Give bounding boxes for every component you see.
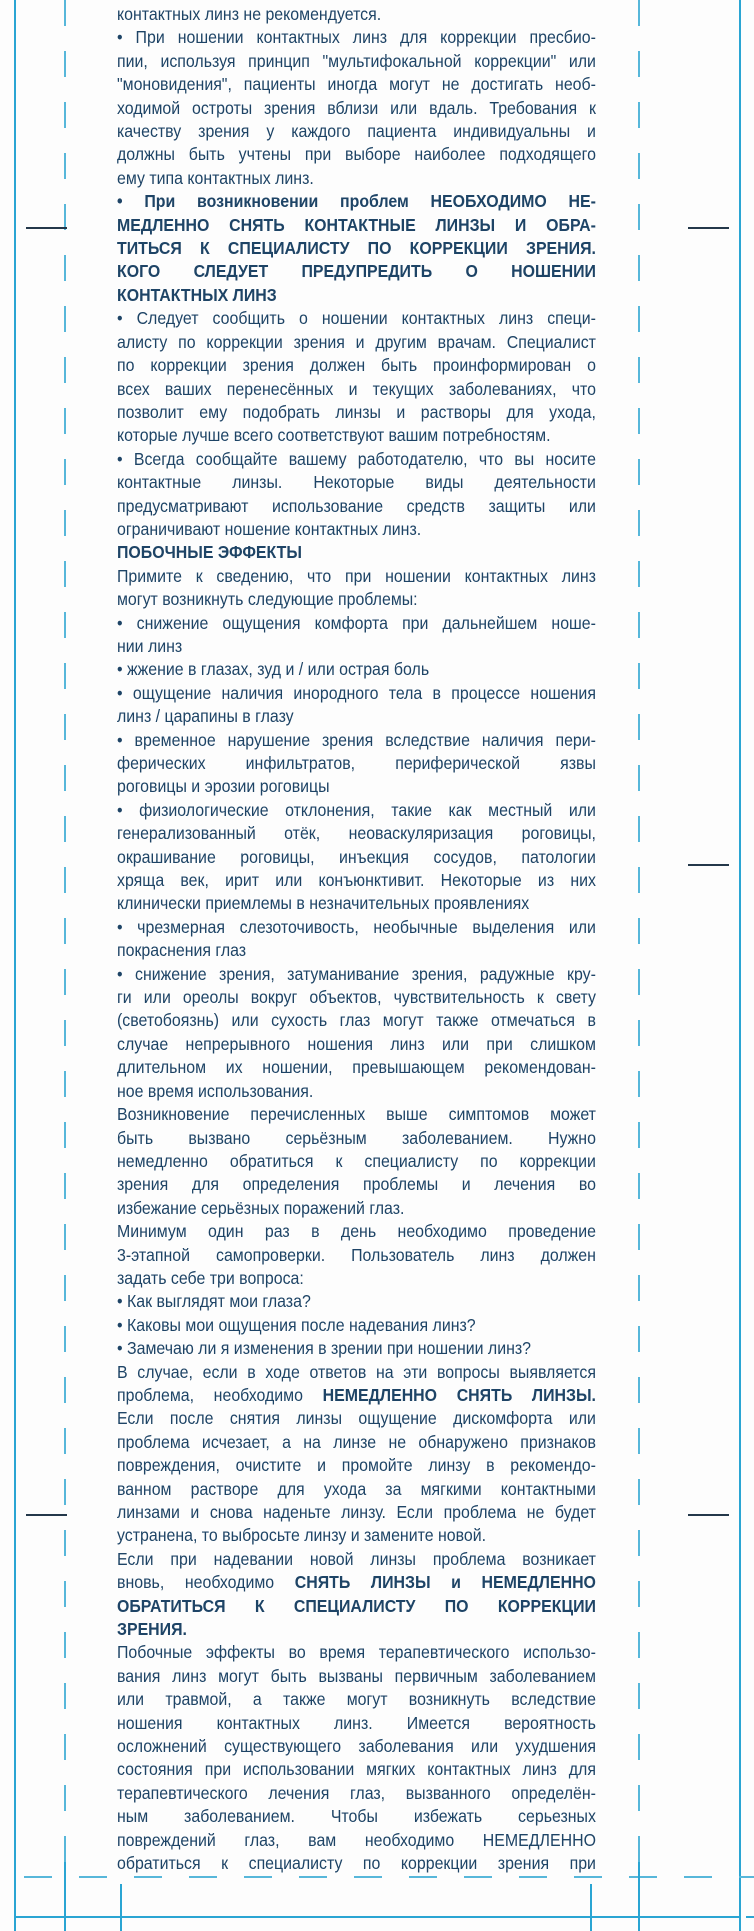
text-line: ным заболеванием. Чтобы избежать серьезных [117, 1806, 596, 1827]
registration-mark-right-middle [688, 864, 729, 866]
text-line: по коррекции зрения должен быть проинформирован о [117, 355, 596, 376]
text-line: повреждения, очистите и промойте линзу в рекомендо- [117, 1455, 596, 1476]
text-line: вания линз могут быть вызваны первичным заболеванием [117, 1665, 596, 1686]
text-line: повреждений глаз, вам необходимо НЕМЕДЛЕННО [117, 1829, 596, 1850]
registration-mark-right-bottom [688, 1514, 729, 1516]
leaflet-text-column [117, 3, 596, 1876]
text-line: ферических инфильтратов, периферической язвы [117, 753, 596, 773]
text-line: Возникновение перечисленных выше симптомов может [117, 1104, 596, 1125]
text-line: • Следует сообщить о ношении контактных линз специ- [117, 308, 596, 329]
flap-line-right-outer [638, 1862, 640, 1931]
text-line: устранена, то выбросьте линзу и замените новой. [117, 1525, 487, 1546]
text-line: • снижение зрения, затуманивание зрения, радужные кру- [117, 963, 596, 984]
text-line: • При ношении контактных линз для коррекции пресбио- [117, 27, 596, 48]
text-line: нии линз [117, 635, 183, 656]
text-line: • Замечаю ли я изменения в зрении при ношении линз? [117, 1338, 532, 1359]
text-line: хряща век, ирит или конъюнктивит. Некоторые из них [117, 870, 596, 891]
registration-mark-left-bottom [26, 1514, 67, 1516]
text-line: Если при надевании новой линзы проблема возникает [117, 1548, 596, 1569]
text-line: всех ваших перенесённых и текущих заболеваниях, что [117, 378, 596, 399]
text-line: Если после снятия линзы ощущение дискомфорта или [117, 1408, 596, 1429]
text-line: линзами и снова наденьте линзу. Если проблема не будет [117, 1502, 596, 1522]
text-line: 3-этапной самопроверки. Пользователь линз должен [117, 1244, 596, 1265]
text-line: проблема, необходимо НЕМЕДЛЕННО СНЯТЬ ЛИНЗЫ. [117, 1384, 596, 1405]
text-line: генерализованный отёк, неоваскуляризация роговицы, [117, 823, 596, 844]
text-line: ОБРАТИТЬСЯ К СПЕЦИАЛИСТУ ПО КОРРЕКЦИИ [117, 1595, 596, 1616]
text-line: случае непрерывного ношения линз или при слишком [117, 1033, 596, 1054]
text-line: или травмой, а также могут возникнуть вследствие [117, 1689, 596, 1710]
text-line: контактные линзы. Некоторые виды деятельности [117, 472, 596, 493]
text-line: МЕДЛЕННО СНЯТЬ КОНТАКТНЫЕ ЛИНЗЫ И ОБРА- [117, 214, 596, 235]
text-line: позволит ему подобрать линзы и растворы для ухода, [117, 401, 596, 422]
bleed-line-left [14, 0, 16, 1931]
flap-line-left-inner [120, 1884, 122, 1931]
text-line: состояния при использовании мягких контактных линз для [117, 1759, 596, 1780]
text-line: контактных линз не рекомендуется. [117, 4, 382, 24]
text-line: алисту по коррекции зрения и другим врачам. Специалист [117, 331, 596, 352]
text-line: предусматривают использование средств защиты или [117, 495, 596, 516]
text-line: Минимум один раз в день необходимо проведение [117, 1221, 596, 1242]
text-line: Побочные эффекты во время терапевтического использо- [117, 1642, 596, 1663]
text-line: качеству зрения у каждого пациента индивидуальны и [117, 121, 596, 142]
text-line: ное время использования. [117, 1080, 314, 1101]
text-line: ТИТЬСЯ К СПЕЦИАЛИСТУ ПО КОРРЕКЦИИ ЗРЕНИЯ. [117, 238, 596, 259]
text-line: окрашивание роговицы, инъекция сосудов, патологии [117, 846, 596, 867]
text-line: вновь, необходимо СНЯТЬ ЛИНЗЫ и НЕМЕДЛЕННО [117, 1572, 596, 1593]
text-line: избежание серьёзных поражений глаз. [117, 1197, 405, 1218]
text-line: ПОБОЧНЫЕ ЭФФЕКТЫ [117, 542, 302, 563]
text-line: пии, используя принцип "мультифокальной коррекции" или [117, 50, 596, 71]
text-line: ношения контактных линз. Имеется вероятность [117, 1712, 596, 1733]
text-line: ЗРЕНИЯ. [117, 1619, 187, 1640]
text-line: клинически приемлемы в незначительных проявлениях [117, 893, 530, 914]
text-line: ванном растворе для ухода за мягкими контактными [117, 1478, 596, 1499]
text-line: задать себе три вопроса: [117, 1267, 304, 1288]
fold-dashed-bottom [24, 1876, 754, 1878]
text-line: КОГО СЛЕДУЕТ ПРЕДУПРЕДИТЬ О НОШЕНИИ [117, 261, 596, 282]
registration-mark-left-top [26, 227, 67, 229]
fold-guide-right [638, 0, 640, 1877]
text-line: • ощущение наличия инородного тела в процессе ношения [117, 682, 596, 703]
text-line: могут возникнуть следующие проблемы: [117, 589, 418, 610]
bleed-line-right [739, 0, 741, 1931]
cut-line-bottom [14, 1916, 741, 1918]
text-line: немедленно обратиться к специалисту по коррекции [117, 1150, 596, 1171]
text-line: • чрезмерная слезоточивость, необычные выделения или [117, 916, 596, 937]
text-line: покраснения глаз [117, 940, 247, 961]
text-line: • При возникновении проблем НЕОБХОДИМО НЕ- [117, 191, 596, 212]
registration-mark-right-top [688, 227, 729, 229]
text-line: • временное нарушение зрения вследствие наличия пери- [117, 729, 596, 750]
text-line: обратиться к специалисту по коррекции зрения при [117, 1853, 596, 1874]
text-line: • Каковы мои ощущения после надевания линз? [117, 1314, 476, 1335]
text-line: должны быть учтены при выборе наиболее подходящего [117, 144, 596, 165]
text-line: "моновидения", пациенты иногда могут не достигать необ- [117, 74, 596, 95]
text-line: ги или ореолы вокруг объектов, чувствительность к свету [117, 987, 596, 1008]
text-line: зрения для определения проблемы и лечения во [117, 1174, 596, 1195]
text-line: линз / царапины в глазу [117, 706, 294, 727]
text-line: ему типа контактных линз. [117, 167, 314, 188]
text-line: которые лучше всего соответствуют вашим потребностям. [117, 425, 551, 446]
text-line: быть вызвано серьёзным заболеванием. Нужно [117, 1127, 596, 1148]
text-line: В случае, если в ходе ответов на эти вопросы выявляется [117, 1361, 596, 1382]
text-line: • снижение ощущения комфорта при дальнейшем ноше- [117, 612, 596, 633]
text-line: терапевтического лечения глаз, вызванного определён- [117, 1782, 596, 1803]
text-line: проблема исчезает, а на линзе не обнаружено признаков [117, 1431, 596, 1452]
flap-line-right-inner [590, 1884, 592, 1931]
flap-line-left-outer [64, 1862, 66, 1931]
cut-tick-bottom-right [746, 1916, 754, 1918]
text-line: ограничивают ношение контактных линз. [117, 518, 422, 539]
text-line: Примите к сведению, что при ношении контактных линз [117, 565, 596, 586]
text-line: • жжение в глазах, зуд и / или острая боль [117, 659, 430, 680]
text-line: длительном их ношении, превышающем рекомендован- [117, 1057, 596, 1078]
text-line: • Всегда сообщайте вашему работодателю, что вы носите [117, 448, 596, 469]
text-line: роговицы и эрозии роговицы [117, 776, 330, 797]
text-line: • Как выглядят мои глаза? [117, 1291, 311, 1312]
text-line: ходимой остроты зрения вблизи или вдаль. Требования к [117, 97, 596, 118]
text-line: КОНТАКТНЫХ ЛИНЗ [117, 284, 277, 305]
fold-guide-left [64, 0, 66, 1877]
text-line: • физиологические отклонения, такие как местный или [117, 799, 596, 820]
text-line: осложнений существующего заболевания или ухудшения [117, 1736, 596, 1757]
text-line: (светобоязнь) или сухость глаз могут также отмечаться в [117, 1010, 596, 1031]
